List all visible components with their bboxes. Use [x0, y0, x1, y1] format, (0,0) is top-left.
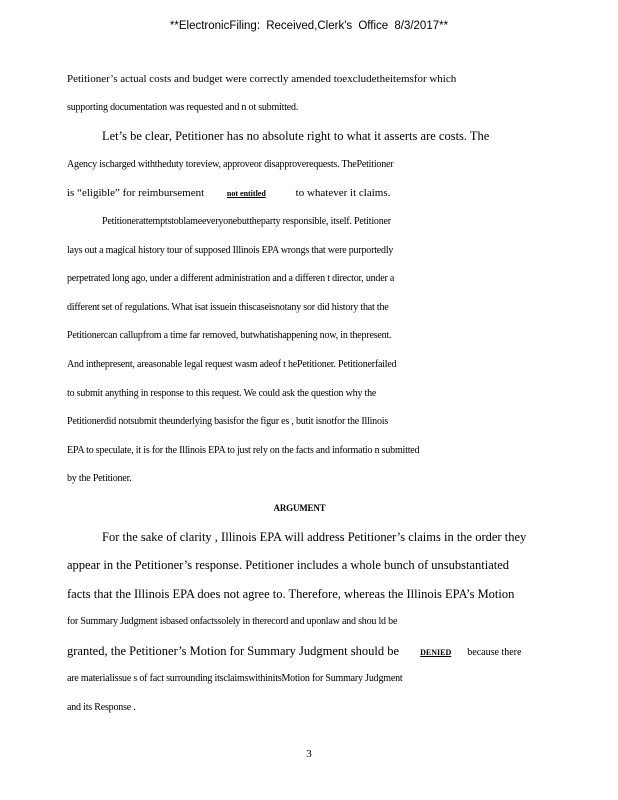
text-fragment: granted, the Petitioner’s Motion for Summary Judgment should be — [67, 643, 400, 658]
text-line — [67, 641, 532, 670]
document-body — [67, 69, 532, 727]
text-line: for Summary Judgment isbased onfactssolely in therecord and uponlaw and shou ld be — [67, 616, 398, 628]
text-line: perpetrated long ago, under a different administration and a differen t director, under a — [67, 273, 395, 285]
underlined-text: DENIED — [420, 647, 452, 657]
text-line: Petitioner’s actual costs and budget were correctly amended toexcludetheitemsfor which — [67, 73, 457, 85]
text-line: and its Response . — [67, 702, 136, 714]
text-line: lays out a magical history tour of supposed Illinois EPA wrongs that were purportedly — [67, 244, 394, 256]
text-line: are materialissue s of fact surrounding itsclaimswithinitsMotion for Summary Judgment — [67, 673, 403, 685]
text-fragment: to whatever it claims. — [295, 187, 391, 200]
text-line: EPA to speculate, it is for the Illinois EPA to just rely on the facts and informatio n submitted — [67, 444, 420, 456]
text-line: And inthepresent, areasonable legal request wasm adeof t hePetitioner. Petitionerfailed — [67, 358, 397, 370]
text-line: different set of regulations. What isat issuein thiscaseisnotany sor did history that the — [67, 301, 389, 313]
text-fragment: because there — [467, 646, 522, 658]
text-line: Agency ischarged withtheduty toreview, approveor disapproverequests. ThePetitioner — [67, 158, 394, 170]
text-line: to submit anything in response to this request. We could ask the question why the — [67, 387, 377, 399]
text-fragment: is “eligible” for reimbursement — [67, 187, 205, 200]
text-line: Let’s be clear, Petitioner has no absolute right to what it asserts are costs. The — [102, 129, 490, 144]
text-line: For the sake of clarity , Illinois EPA will address Petitioner’s claims in the order they — [102, 529, 527, 544]
text-line: Petitionerattemptstoblameeveryonebuttheparty responsible, itself. Petitioner — [102, 215, 391, 227]
text-line — [67, 183, 532, 212]
text-line: Petitionerdid notsubmit theunderlying basisfor the figur es , butit isnotfor the Illinois — [67, 416, 389, 428]
text-line: facts that the Illinois EPA does not agree to. Therefore, whereas the Illinois EPA’s Motion — [67, 586, 515, 601]
efiling-header: **ElectronicFiling: Received,Clerk's Office 8/3/2017** — [169, 20, 449, 32]
text-line: supporting documentation was requested and n ot submitted. — [67, 101, 299, 113]
text-line: Petitionercan callupfrom a time far removed, butwhatishappening now, in thepresent. — [67, 330, 392, 342]
underlined-text: not entitled — [226, 189, 266, 199]
text-line: appear in the Petitioner’s response. Petitioner includes a whole bunch of unsubstantiated — [67, 558, 510, 573]
section-heading: ARGUMENT — [273, 502, 326, 513]
text-line: by the Petitioner. — [67, 473, 132, 485]
page-number: 3 — [306, 748, 312, 760]
